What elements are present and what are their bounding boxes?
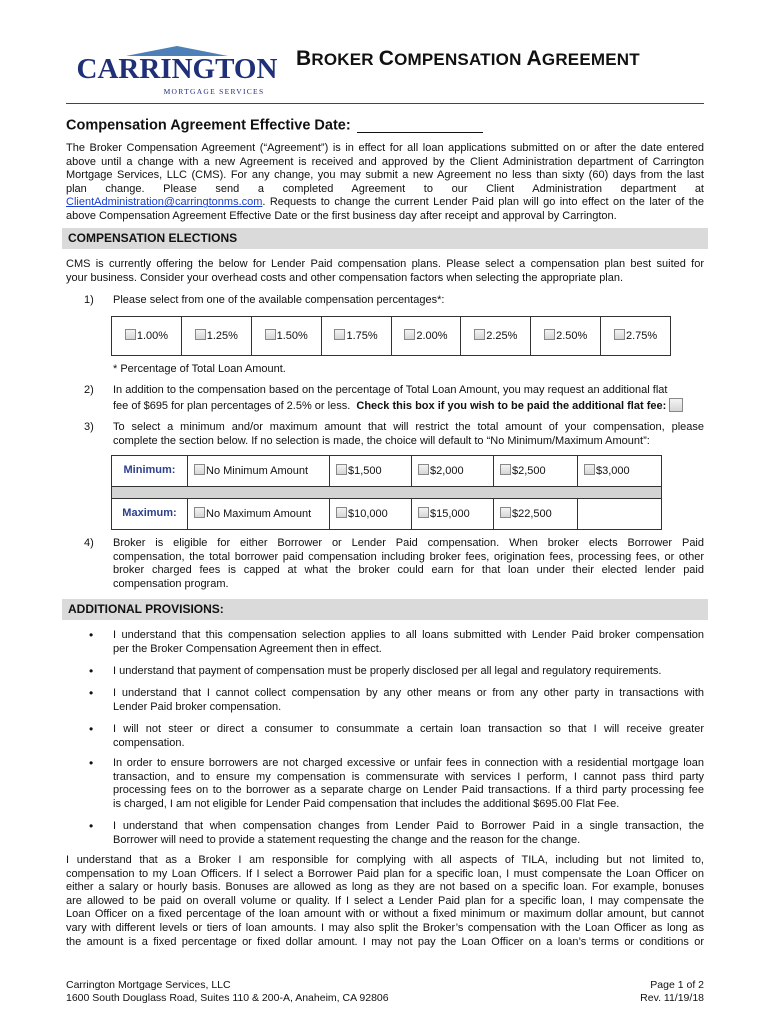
checkbox-icon [544,329,555,340]
pct-option-1[interactable]: 1.00% [112,317,182,356]
provision-item: • I understand that this compensation selection applies to all loans submitted with Lender Paid broker compensation per the Broker Compensation Agreement then in effect. [89,628,704,655]
minimum-label: Minimum: [112,456,188,487]
max-empty-cell [578,499,662,530]
checkbox-icon [474,329,485,340]
checkbox-icon [265,329,276,340]
provision-item: • I understand that when compensation changes from Lender Paid to Borrower Paid in a single transaction, the Borrower will need to provide a statement requesting the change and the reason for the change. [89,819,704,846]
section-additional-provisions: ADDITIONAL PROVISIONS: [62,599,708,620]
pct-option-2[interactable]: 1.25% [181,317,251,356]
footer-company: Carrington Mortgage Services, LLC [66,979,231,991]
effective-date-input[interactable] [357,119,483,133]
closing-paragraph: I understand that as a Broker I am responsible for complying with all aspects of TILA, including but not limited to, compensation to my Loan Officers. If I select a Borrower Paid plan for a specific loan, I must compensate the Loan Officer on either a salary or hourly basis. Bonuses are allowed as long as they are not based on a specific loan. For example, bonuses are allowed to be paid on overall volume or quality. If I select a Lender Paid plan for a specific loan, I may compensate the Loan Officer on a fixed percentage of the loan amount with or without a fixed minimum or maximum dollar amount, but cannot vary with different levels or tiers of loan amounts. I may also split the Broker’s compensation with the Loan Officer as long as the amount is a fixed percentage or fixed dollar amount. I may not pay the Loan Officer on a loan’s terms or conditions or [66,854,704,948]
minimum-row [112,456,662,487]
checkbox-icon [194,507,205,518]
checkbox-icon [584,464,595,475]
checkbox-icon [336,464,347,475]
footer-page-number: Page 1 of 2 [650,979,704,991]
min-option-1[interactable]: No Minimum Amount [188,456,330,487]
provision-item: • I understand that I cannot collect compensation by any other means or from any other party in transactions with Lender Paid broker compensation. [89,686,704,713]
max-option-1[interactable]: No Maximum Amount [188,499,330,530]
intro-paragraph: The Broker Compensation Agreement (“Agreement”) is in effect for all loan applications submitted on or after the date entered above until a change with a new Agreement is received and approved by the Client Administration department of Carrington Mortgage Services, LLC (CMS). For any change, you may submit a new Agreement no less than sixty (60) days from the last plan change. Please send a completed Agreement to our Client Administration department at ClientAdministration@carringtonms.com. Requests to change the current Lender Paid plan will go into effect on the later of the above Compensation Agreement Effective Date or the first business day after receipt and approval by Carrington. [66,142,704,222]
item-4: 4) Broker is eligible for either Borrower or Lender Paid compensation. When broker elects Borrower Paid compensation, the total borrower paid compensation including broker fees, origination fees, processing fees, or other broker charged fees is capped at what the broker could earn for that loan under their elected lender paid compensation program. [84,537,704,590]
checkbox-icon [418,507,429,518]
item-3: 3) To select a minimum and/or maximum amount that will restrict the total amount of your compensation, please complete the section below. If no selection is made, the choice will default to “No Minimum/Maximum Amount”: [84,421,704,447]
max-option-2[interactable]: $10,000 [330,499,412,530]
provision-item: • I will not steer or direct a consumer to consummate a certain loan transaction so that I will receive greater compensation. [89,722,704,749]
document-header [66,44,704,104]
checkbox-icon [418,464,429,475]
checkbox-icon [500,464,511,475]
provision-item: • In order to ensure borrowers are not charged excessive or unfair fees in connection with a residential mortgage loan transaction, and to ensure my compensation is commensurate with services I perform, I cannot pass third party processing fees on to the borrower as a separate charge on Lender Paid transactions. If a third party processing fee is charged, I am not eligible for Lender Paid compensation that includes the additional $695.00 Flat Fee. [89,756,704,810]
bullet-icon: • [89,628,94,642]
pct-option-3[interactable]: 1.50% [251,317,321,356]
page-footer [66,979,704,1005]
cms-offering-paragraph: CMS is currently offering the below for Lender Paid compensation plans. Please select a compensation plan best suited for your business. Consider your overhead costs and other compensation factors when selecting the appropriate plan. [66,258,704,284]
percentage-footnote: * Percentage of Total Loan Amount. [113,363,286,375]
checkbox-icon [500,507,511,518]
checkbox-icon [336,507,347,518]
logo-wordmark: CARRINGTON [76,53,278,85]
bullet-icon: • [89,664,94,678]
bullet-icon: • [89,819,94,833]
section-compensation-elections: COMPENSATION ELECTIONS [62,228,708,249]
item-2: 2) In addition to the compensation based on the percentage of Total Loan Amount, you may request an additional flat fee of $695 for plan percentages of 2.5% or less. Check this box if you wish to be paid the additional flat fee: [66,384,704,413]
percentage-options-table [111,316,671,356]
checkbox-icon [614,329,625,340]
footer-address: 1600 South Douglass Road, Suites 110 & 200-A, Anaheim, CA 92806 [66,992,389,1004]
page-title: BROKER COMPENSATION AGREEMENT [296,47,640,70]
effective-date-field [66,119,483,133]
pct-option-7[interactable]: 2.50% [531,317,601,356]
client-admin-email-link[interactable]: ClientAdministration@carringtonms.com [66,196,263,209]
min-option-3[interactable]: $2,000 [412,456,494,487]
provision-item: • I understand that payment of compensation must be properly disclosed per all legal and regulatory requirements. [89,664,662,678]
logo-subtitle: MORTGAGE SERVICES [163,87,265,96]
min-option-4[interactable]: $2,500 [494,456,578,487]
checkbox-icon [195,329,206,340]
min-max-divider [112,487,662,499]
pct-option-5[interactable]: 2.00% [391,317,461,356]
checkbox-icon [194,464,205,475]
flat-fee-checkbox[interactable] [669,398,683,412]
max-option-4[interactable]: $22,500 [494,499,578,530]
carrington-logo [66,44,288,100]
maximum-label: Maximum: [112,499,188,530]
maximum-row [112,499,662,530]
effective-date-label: Compensation Agreement Effective Date: [66,117,351,134]
bullet-icon: • [89,756,94,770]
pct-option-6[interactable]: 2.25% [461,317,531,356]
item-1: 1) Please select from one of the available compensation percentages*: [84,294,445,306]
checkbox-icon [125,329,136,340]
min-option-5[interactable]: $3,000 [578,456,662,487]
footer-revision: Rev. 11/19/18 [640,992,704,1004]
pct-option-8[interactable]: 2.75% [601,317,671,356]
checkbox-icon [404,329,415,340]
min-max-table [111,455,662,530]
min-option-2[interactable]: $1,500 [330,456,412,487]
pct-option-4[interactable]: 1.75% [321,317,391,356]
bullet-icon: • [89,722,94,736]
checkbox-icon [334,329,345,340]
bullet-icon: • [89,686,94,700]
max-option-3[interactable]: $15,000 [412,499,494,530]
